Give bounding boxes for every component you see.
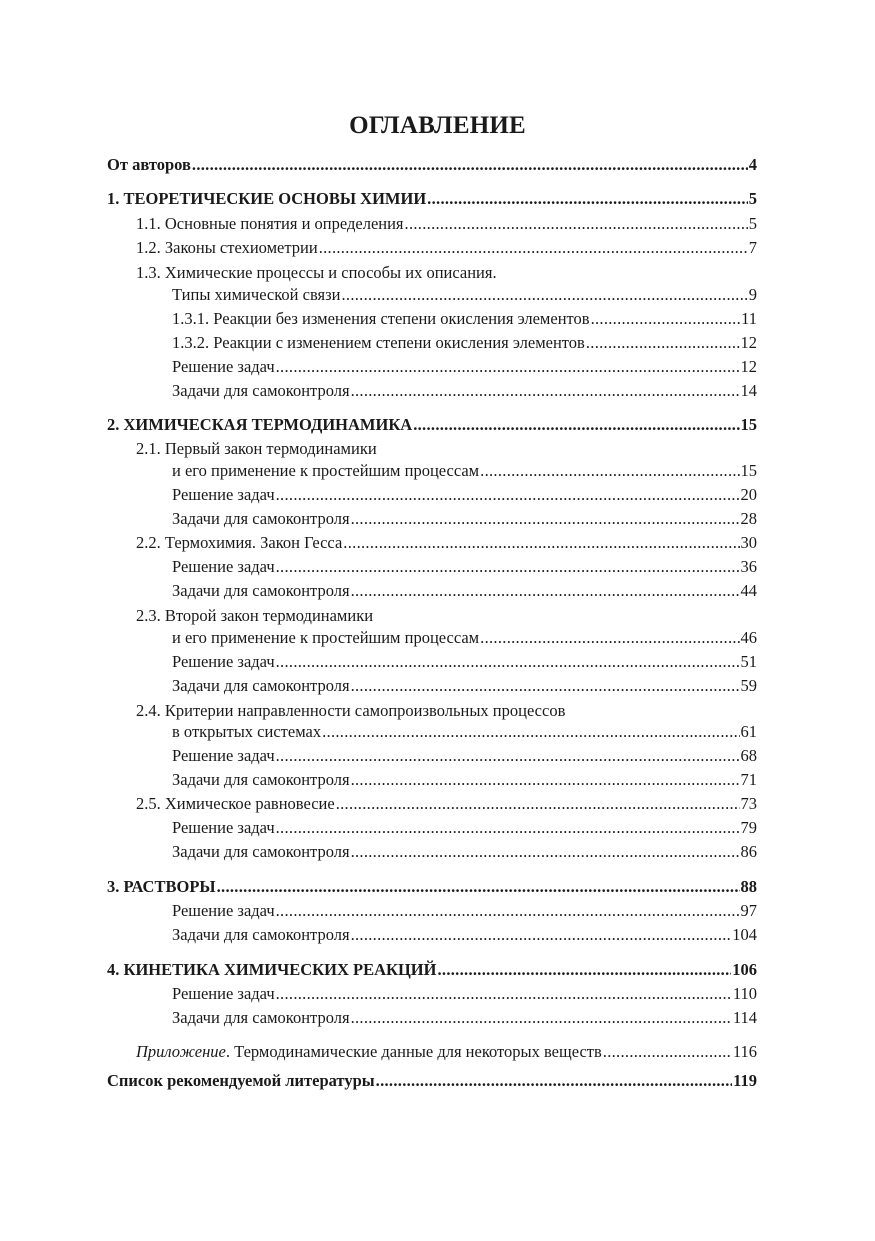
toc-page-number: 30: [740, 533, 757, 552]
toc-entry-label: 1.2. Законы стехиометрии: [136, 238, 318, 257]
toc-page-number: 51: [740, 652, 757, 671]
toc-appendix-prefix: Приложение: [136, 1042, 226, 1061]
toc-entry-label: Задачи для самоконтроля: [172, 509, 350, 528]
toc-entry-label: Решение задач: [172, 984, 275, 1003]
toc-page-number: 86: [740, 842, 757, 861]
toc-entry-label: и его применение к простейшим процессам: [172, 628, 480, 647]
toc-page-number: 14: [740, 381, 757, 400]
toc-entry-label: Список рекомендуемой литературы: [107, 1071, 375, 1090]
toc-section-2-4-heading: 2.4. Критерии направленности самопроизвольных процессов: [136, 701, 566, 720]
toc-entry-label: Задачи для самоконтроля: [172, 842, 350, 861]
toc-entry-label: Решение задач: [172, 901, 275, 920]
toc-section-1-3-1[interactable]: [172, 307, 757, 331]
toc-entry-label: От авторов: [107, 155, 191, 174]
toc-page-number: 9: [748, 285, 757, 304]
toc-page-number: 12: [740, 333, 757, 352]
toc-chapter-3[interactable]: [107, 875, 757, 899]
toc-page-number: 79: [740, 818, 757, 837]
toc-entry-label: Задачи для самоконтроля: [172, 770, 350, 789]
toc-entry-label: 3. РАСТВОРЫ: [107, 877, 216, 896]
toc-self-check-2-3[interactable]: [172, 674, 757, 698]
toc-section-2-1[interactable]: [172, 459, 757, 483]
toc-section-1-3-heading: 1.3. Химические процессы и способы их описания.: [136, 263, 497, 282]
toc-entry-label: 2.5. Химическое равновесие: [136, 794, 335, 813]
toc-section-2-5[interactable]: [136, 792, 757, 816]
toc-entry-label: Типы химической связи: [172, 285, 341, 304]
toc-page-number: 59: [740, 676, 757, 695]
toc-page-number: 104: [732, 925, 757, 944]
toc-solutions-4[interactable]: [172, 982, 757, 1006]
toc-chapter-2[interactable]: [107, 413, 757, 437]
toc-page-number: 110: [732, 984, 757, 1003]
toc-section-1-1[interactable]: [136, 212, 757, 236]
toc-solutions-1[interactable]: [172, 355, 757, 379]
toc-entry-label: Задачи для самоконтроля: [172, 581, 350, 600]
toc-page-number: 97: [740, 901, 757, 920]
toc-section-1-3[interactable]: [172, 283, 757, 307]
toc-page-number: 73: [740, 794, 757, 813]
toc-entry-label: Решение задач: [172, 746, 275, 765]
toc-page-number: 71: [740, 770, 757, 789]
toc-entry-label: Задачи для самоконтроля: [172, 925, 350, 944]
toc-page-number: 119: [733, 1071, 757, 1090]
toc-page-number: 11: [741, 309, 757, 328]
toc-entry-label: 1.3.2. Реакции с изменением степени окисления элементов: [172, 333, 585, 352]
toc-chapter-4[interactable]: [107, 958, 757, 982]
toc-chapter-1[interactable]: [107, 187, 757, 211]
toc-self-check-2-5[interactable]: [172, 840, 757, 864]
toc-page-number: 28: [740, 509, 757, 528]
toc-references[interactable]: [107, 1069, 757, 1093]
toc-entry-label: Решение задач: [172, 652, 275, 671]
toc-entry-label: 4. КИНЕТИКА ХИМИЧЕСКИХ РЕАКЦИЙ: [107, 960, 437, 979]
toc-page-number: 4: [748, 155, 757, 174]
toc-entry-label: 2.2. Термохимия. Закон Гесса: [136, 533, 343, 552]
toc-section-2-1-heading: 2.1. Первый закон термодинамики: [136, 439, 377, 458]
toc-page-number: 44: [740, 581, 757, 600]
toc-page-number: 5: [748, 214, 757, 233]
toc-solutions-2-1[interactable]: [172, 483, 757, 507]
toc-entry-label: Задачи для самоконтроля: [172, 676, 350, 695]
toc-page-number: 12: [740, 357, 757, 376]
toc-page-number: 68: [740, 746, 757, 765]
toc-self-check-2-4[interactable]: [172, 768, 757, 792]
toc-entry-label: в открытых системах: [172, 722, 322, 741]
toc-entry-label: Решение задач: [172, 485, 275, 504]
toc-self-check-1[interactable]: [172, 379, 757, 403]
toc-page-number: 20: [740, 485, 757, 504]
toc-solutions-3[interactable]: [172, 899, 757, 923]
toc-entry-label: 2. ХИМИЧЕСКАЯ ТЕРМОДИНАМИКА: [107, 415, 413, 434]
toc-self-check-3[interactable]: [172, 923, 757, 947]
toc-entry-label: Решение задач: [172, 818, 275, 837]
toc-entry-label: 1.1. Основные понятия и определения: [136, 214, 404, 233]
toc-section-1-3-2[interactable]: [172, 331, 757, 355]
toc-self-check-2-2[interactable]: [172, 579, 757, 603]
toc-entry-label: и его применение к простейшим процессам: [172, 461, 480, 480]
toc-appendix[interactable]: [136, 1040, 757, 1064]
toc-entry-label: Решение задач: [172, 557, 275, 576]
toc-page-number: 15: [740, 461, 757, 480]
toc-page-number: 116: [732, 1042, 757, 1061]
toc-page-number: 7: [748, 238, 757, 257]
toc-entry-label: . Термодинамические данные для некоторых веществ: [225, 1042, 602, 1061]
toc-section-2-4[interactable]: [172, 720, 757, 744]
toc-solutions-2-4[interactable]: [172, 744, 757, 768]
toc-entry-label: Задачи для самоконтроля: [172, 381, 350, 400]
toc-page-number: 15: [740, 415, 757, 434]
toc-entry-label: 1. ТЕОРЕТИЧЕСКИЕ ОСНОВЫ ХИМИИ: [107, 189, 427, 208]
toc-section-2-2[interactable]: [136, 531, 757, 555]
toc-page-number: 114: [732, 1008, 757, 1027]
toc-entry-label: Задачи для самоконтроля: [172, 1008, 350, 1027]
toc-section-2-3-heading: 2.3. Второй закон термодинамики: [136, 606, 374, 625]
page-title: ОГЛАВЛЕНИЕ: [349, 112, 526, 139]
toc-solutions-2-3[interactable]: [172, 650, 757, 674]
toc-self-check-2-1[interactable]: [172, 507, 757, 531]
toc-section-1-2[interactable]: [136, 236, 757, 260]
toc-solutions-2-5[interactable]: [172, 816, 757, 840]
toc-self-check-4[interactable]: [172, 1006, 757, 1030]
toc-section-2-3[interactable]: [172, 626, 757, 650]
toc-page-number: 61: [740, 722, 757, 741]
toc-page-number: 5: [748, 189, 757, 208]
toc-solutions-2-2[interactable]: [172, 555, 757, 579]
toc-page-number: 88: [740, 877, 757, 896]
toc-page-number: 46: [740, 628, 757, 647]
toc-entry-label: Решение задач: [172, 357, 275, 376]
toc-page-number: 106: [732, 960, 757, 979]
toc-page-number: 36: [740, 557, 757, 576]
toc-entry-label: 1.3.1. Реакции без изменения степени окисления элементов: [172, 309, 590, 328]
toc-entry-authors[interactable]: [107, 153, 757, 177]
